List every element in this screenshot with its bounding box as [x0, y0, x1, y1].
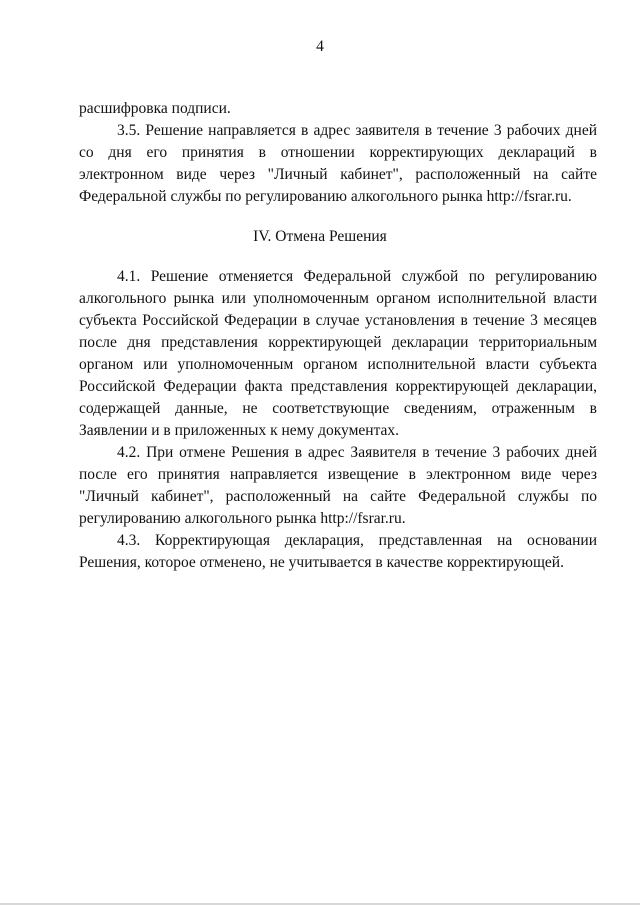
- paragraph-4-2: 4.2. При отмене Решения в адрес Заявителя в течение 3 рабочих дней после его принятия направляется извещение в электронном виде через "Личный кабинет", расположенный на сайте Федеральной службы по регулированию алкогольного рынка http://fsrar.ru.: [79, 444, 597, 527]
- text-block-top: [79, 98, 597, 208]
- paragraph-3-5: 3.5. Решение направляется в адрес заявителя в течение 3 рабочих дней со дня его принятия в отношении корректирующих деклараций в электронном виде через "Личный кабинет", расположенный на сайте Федеральной службы по регулированию алкогольного рынка http://fsrar.ru.: [79, 122, 597, 205]
- text-block-section-iv: [79, 266, 597, 574]
- paragraph-4-1: 4.1. Решение отменяется Федеральной службой по регулированию алкогольного рынка или уполномоченным органом исполнительной власти субъекта Российской Федерации в случае установления в течение 3 месяцев после дня представления корректирующей декларации территориальным органом или уполномоченным органом исполнительной власти субъекта Российской Федерации факта представления корректирующей декларации, содержащей данные, не соответствующие сведениям, отраженным в Заявлении и в приложенных к нему документах.: [79, 268, 597, 439]
- page-number: 4: [316, 38, 324, 55]
- paragraph-signature-continuation: расшифровка подписи.: [79, 100, 231, 117]
- section-heading: IV. Отмена Решения: [253, 228, 387, 245]
- paragraph-4-3: 4.3. Корректирующая декларация, представленная на основании Решения, которое отменено, не учитывается в качестве корректирующей.: [79, 532, 597, 571]
